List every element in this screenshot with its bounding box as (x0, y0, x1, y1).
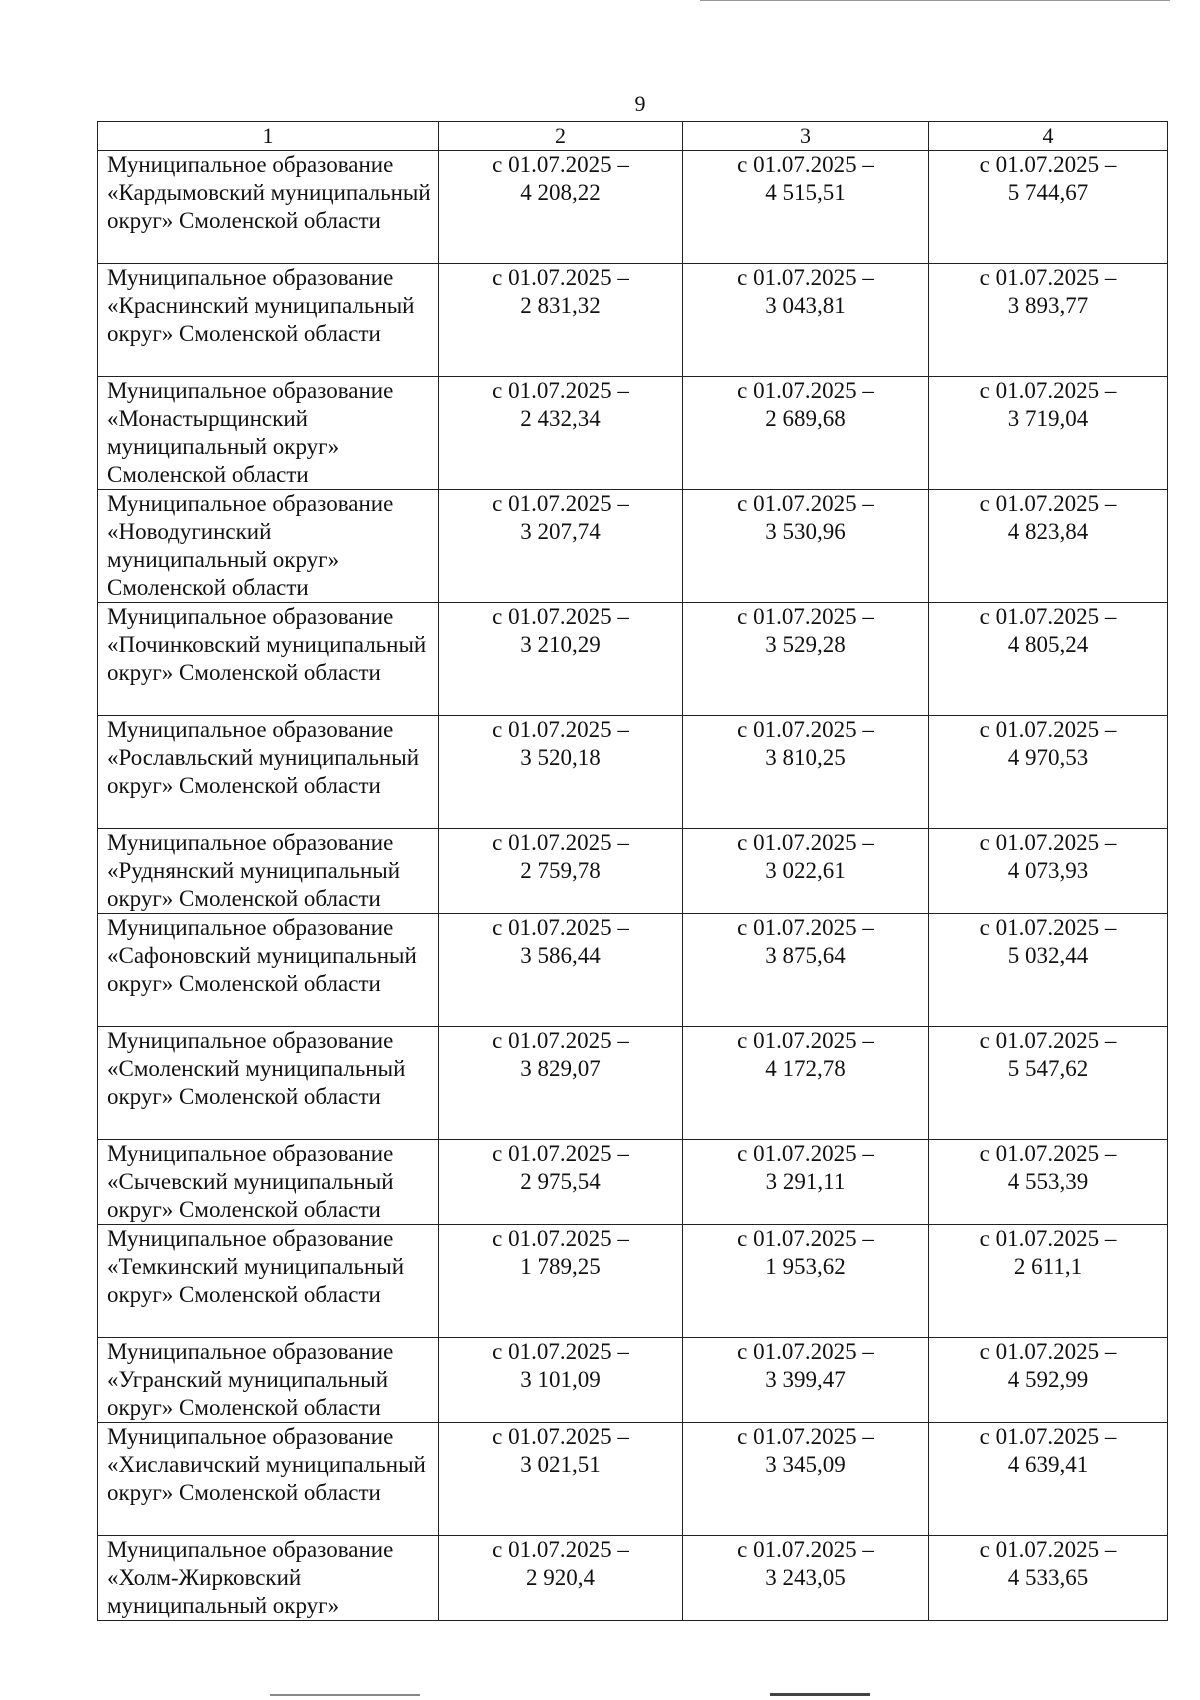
tariff-date: с 01.07.2025 – (737, 604, 874, 629)
tariff-cell-c3 (683, 1027, 929, 1140)
tariff-value: 3 345,09 (765, 1452, 846, 1477)
tariff-date: с 01.07.2025 – (737, 915, 874, 940)
tariff-value: 2 920,4 (526, 1565, 595, 1590)
tariff-value: 4 970,53 (1007, 745, 1089, 770)
tariff-value: 3 520,18 (520, 745, 601, 770)
tariff-value: 3 875,64 (765, 943, 846, 968)
tariff-value: 4 592,99 (1007, 1367, 1089, 1392)
tariff-value: 2 432,34 (520, 406, 601, 431)
municipality-name: Муниципальное образование «Холм-Жирковский муниципальный округ» (98, 1536, 439, 1621)
tariff-value: 3 530,96 (765, 519, 846, 544)
column-header-4: 4 (929, 122, 1168, 151)
tariff-date: с 01.07.2025 – (492, 1028, 629, 1053)
municipality-name: Муниципальное образование «Новодугинский муниципальный округ» Смоленской области (98, 490, 439, 603)
tariff-date: с 01.07.2025 – (979, 915, 1117, 940)
tariff-cell-c3 (683, 829, 929, 914)
tariff-date: с 01.07.2025 – (737, 1537, 874, 1562)
tariff-value: 3 586,44 (520, 943, 601, 968)
municipality-name: Муниципальное образование «Кардымовский муниципальный округ» Смоленской области (98, 151, 439, 264)
tariff-cell-c4 (929, 603, 1168, 716)
tariff-date: с 01.07.2025 – (737, 1028, 874, 1053)
tariff-cell-c2 (439, 716, 683, 829)
municipality-name: Муниципальное образование «Руднянский муниципальный округ» Смоленской области (98, 829, 439, 914)
scan-artifact-top (700, 0, 1170, 1)
tariff-date: с 01.07.2025 – (492, 830, 629, 855)
table-row (98, 1536, 1168, 1621)
tariff-cell-c3 (683, 151, 929, 264)
tariff-cell-c3 (683, 603, 929, 716)
tariff-date: с 01.07.2025 – (979, 1339, 1117, 1364)
municipality-name: Муниципальное образование «Сафоновский муниципальный округ» Смоленской области (98, 914, 439, 1027)
tariff-cell-c3 (683, 716, 929, 829)
tariff-value: 3 021,51 (520, 1452, 601, 1477)
tariff-cell-c4 (929, 829, 1168, 914)
tariff-value: 4 533,65 (1007, 1565, 1089, 1590)
tariff-value: 2 759,78 (520, 858, 601, 883)
tariff-cell-c3 (683, 1423, 929, 1536)
tariff-value: 4 639,41 (1007, 1452, 1089, 1477)
tariff-value: 4 553,39 (1007, 1169, 1089, 1194)
tariff-cell-c4 (929, 1338, 1168, 1423)
tariff-cell-c2 (439, 377, 683, 490)
tariff-date: с 01.07.2025 – (492, 717, 629, 742)
table-row (98, 603, 1168, 716)
table-header-row (98, 122, 1168, 151)
tariff-value: 3 243,05 (765, 1565, 846, 1590)
tariff-date: с 01.07.2025 – (979, 491, 1117, 516)
table-row (98, 264, 1168, 377)
tariff-value: 4 208,22 (520, 180, 601, 205)
tariff-date: с 01.07.2025 – (492, 915, 629, 940)
tariff-value: 3 043,81 (765, 293, 846, 318)
tariff-cell-c2 (439, 1225, 683, 1338)
scan-artifact-bottom-2 (770, 1693, 870, 1696)
tariff-cell-c4 (929, 1225, 1168, 1338)
column-header-3: 3 (683, 122, 929, 151)
tariff-cell-c3 (683, 490, 929, 603)
tariff-date: с 01.07.2025 – (979, 1537, 1117, 1562)
tariff-date: с 01.07.2025 – (492, 1537, 629, 1562)
tariff-cell-c4 (929, 914, 1168, 1027)
tariff-cell-c2 (439, 1027, 683, 1140)
tariff-cell-c4 (929, 264, 1168, 377)
municipality-name: Муниципальное образование «Хиславичский муниципальный округ» Смоленской области (98, 1423, 439, 1536)
tariff-date: с 01.07.2025 – (492, 491, 629, 516)
tariff-value: 1 953,62 (765, 1254, 846, 1279)
tariff-value: 2 831,32 (520, 293, 601, 318)
tariff-date: с 01.07.2025 – (492, 265, 629, 290)
tariff-table (97, 121, 1168, 1621)
tariff-date: с 01.07.2025 – (492, 604, 629, 629)
tariff-value: 3 399,47 (765, 1367, 846, 1392)
tariff-date: с 01.07.2025 – (492, 1226, 629, 1251)
tariff-value: 2 689,68 (765, 406, 846, 431)
tariff-date: с 01.07.2025 – (979, 152, 1117, 177)
tariff-value: 4 823,84 (1007, 519, 1089, 544)
tariff-date: с 01.07.2025 – (492, 152, 629, 177)
table-row (98, 1338, 1168, 1423)
tariff-value: 3 210,29 (520, 632, 601, 657)
tariff-value: 3 529,28 (765, 632, 846, 657)
municipality-name: Муниципальное образование «Угранский муниципальный округ» Смоленской области (98, 1338, 439, 1423)
tariff-cell-c4 (929, 377, 1168, 490)
tariff-cell-c2 (439, 490, 683, 603)
municipality-name: Муниципальное образование «Смоленский муниципальный округ» Смоленской области (98, 1027, 439, 1140)
tariff-cell-c2 (439, 829, 683, 914)
tariff-date: с 01.07.2025 – (737, 152, 874, 177)
tariff-date: с 01.07.2025 – (979, 265, 1117, 290)
tariff-date: с 01.07.2025 – (737, 1141, 874, 1166)
table-row (98, 1225, 1168, 1338)
tariff-value: 2 975,54 (520, 1169, 601, 1194)
tariff-date: с 01.07.2025 – (492, 378, 629, 403)
tariff-date: с 01.07.2025 – (737, 265, 874, 290)
tariff-cell-c3 (683, 264, 929, 377)
tariff-date: с 01.07.2025 – (979, 1226, 1117, 1251)
tariff-value: 3 893,77 (1007, 293, 1089, 318)
tariff-value: 2 611,1 (1013, 1254, 1083, 1279)
table-row (98, 151, 1168, 264)
tariff-date: с 01.07.2025 – (737, 1339, 874, 1364)
municipality-name: Муниципальное образование «Темкинский муниципальный округ» Смоленской области (98, 1225, 439, 1338)
tariff-cell-c4 (929, 1536, 1168, 1621)
tariff-date: с 01.07.2025 – (979, 604, 1117, 629)
tariff-cell-c4 (929, 1423, 1168, 1536)
tariff-value: 3 022,61 (765, 858, 846, 883)
table-row (98, 1140, 1168, 1225)
municipality-name: Муниципальное образование «Рославльский муниципальный округ» Смоленской области (98, 716, 439, 829)
page-number: 9 (634, 91, 646, 116)
tariff-date: с 01.07.2025 – (737, 1226, 874, 1251)
tariff-cell-c4 (929, 151, 1168, 264)
municipality-name: Муниципальное образование «Краснинский муниципальный округ» Смоленской области (98, 264, 439, 377)
tariff-cell-c2 (439, 151, 683, 264)
table-row (98, 377, 1168, 490)
table-row (98, 490, 1168, 603)
tariff-date: с 01.07.2025 – (979, 830, 1117, 855)
tariff-value: 3 207,74 (520, 519, 601, 544)
tariff-value: 4 805,24 (1007, 632, 1089, 657)
tariff-cell-c2 (439, 1423, 683, 1536)
column-header-2: 2 (439, 122, 683, 151)
tariff-date: с 01.07.2025 – (737, 378, 874, 403)
tariff-value: 3 101,09 (520, 1367, 601, 1392)
tariff-date: с 01.07.2025 – (737, 830, 874, 855)
tariff-cell-c2 (439, 603, 683, 716)
tariff-value: 1 789,25 (520, 1254, 601, 1279)
tariff-date: с 01.07.2025 – (737, 1424, 874, 1449)
municipality-name: Муниципальное образование «Монастырщинский муниципальный округ» Смоленской области (98, 377, 439, 490)
tariff-date: с 01.07.2025 – (737, 491, 874, 516)
tariff-date: с 01.07.2025 – (979, 1424, 1117, 1449)
tariff-date: с 01.07.2025 – (979, 1141, 1117, 1166)
tariff-date: с 01.07.2025 – (492, 1339, 629, 1364)
scan-artifact-bottom (270, 1694, 420, 1696)
tariff-date: с 01.07.2025 – (979, 378, 1117, 403)
tariff-cell-c4 (929, 1027, 1168, 1140)
tariff-value: 4 073,93 (1007, 858, 1089, 883)
tariff-cell-c2 (439, 914, 683, 1027)
tariff-cell-c3 (683, 377, 929, 490)
tariff-date: с 01.07.2025 – (492, 1141, 629, 1166)
tariff-value: 3 810,25 (765, 745, 846, 770)
table-row (98, 716, 1168, 829)
table-row (98, 914, 1168, 1027)
tariff-value: 5 547,62 (1007, 1056, 1089, 1081)
tariff-cell-c3 (683, 1536, 929, 1621)
tariff-cell-c2 (439, 1338, 683, 1423)
tariff-value: 3 719,04 (1007, 406, 1089, 431)
table-row (98, 1027, 1168, 1140)
tariff-cell-c4 (929, 1140, 1168, 1225)
tariff-cell-c3 (683, 1338, 929, 1423)
tariff-value: 3 829,07 (520, 1056, 601, 1081)
tariff-date: с 01.07.2025 – (492, 1424, 629, 1449)
tariff-value: 5 744,67 (1007, 180, 1089, 205)
tariff-value: 5 032,44 (1007, 943, 1089, 968)
municipality-name: Муниципальное образование «Сычевский муниципальный округ» Смоленской области (98, 1140, 439, 1225)
tariff-cell-c4 (929, 490, 1168, 603)
tariff-cell-c4 (929, 716, 1168, 829)
tariff-cell-c3 (683, 1140, 929, 1225)
tariff-cell-c2 (439, 1536, 683, 1621)
tariff-date: с 01.07.2025 – (979, 717, 1117, 742)
table-row (98, 1423, 1168, 1536)
tariff-value: 3 291,11 (765, 1169, 846, 1194)
tariff-date: с 01.07.2025 – (737, 717, 874, 742)
tariff-cell-c3 (683, 914, 929, 1027)
tariff-value: 4 515,51 (765, 180, 846, 205)
tariff-value: 4 172,78 (765, 1056, 846, 1081)
tariff-cell-c3 (683, 1225, 929, 1338)
tariff-cell-c2 (439, 1140, 683, 1225)
municipality-name: Муниципальное образование «Починковский муниципальный округ» Смоленской области (98, 603, 439, 716)
tariff-cell-c2 (439, 264, 683, 377)
column-header-1: 1 (98, 122, 439, 151)
tariff-date: с 01.07.2025 – (979, 1028, 1117, 1053)
table-row (98, 829, 1168, 914)
